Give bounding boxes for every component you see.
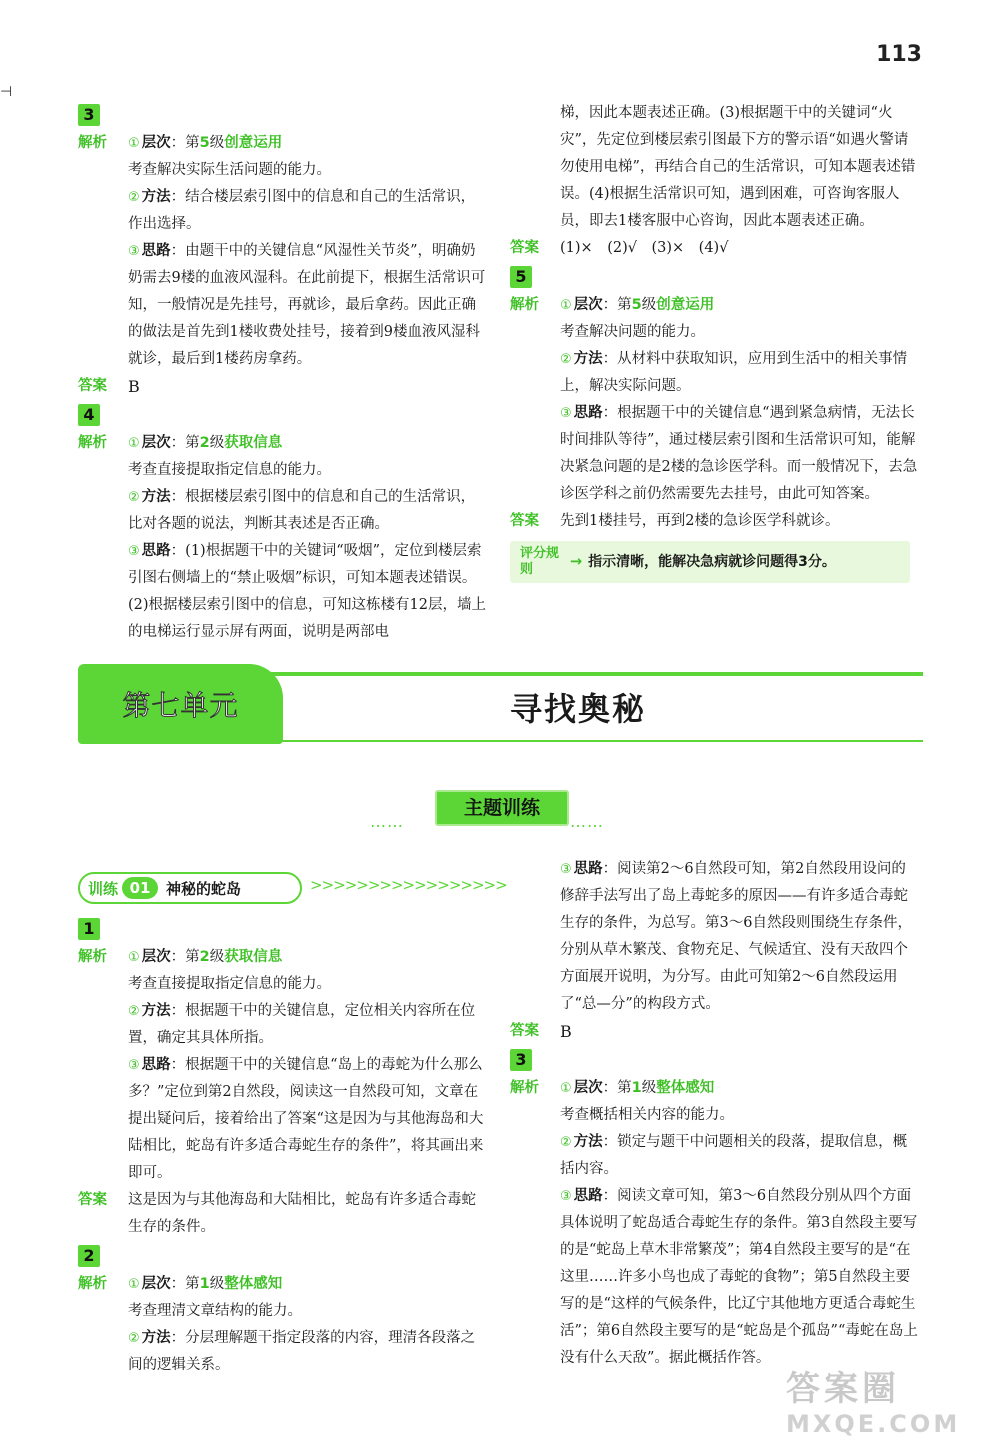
answer-block xyxy=(510,235,920,262)
method-text: ：根据题干中的关键信息，定位相关内容所在位置，确定其具体所指。 xyxy=(128,1003,476,1046)
skill-text: 考查理清文章结构的能力。 xyxy=(128,1303,302,1319)
level-label: 层次 xyxy=(141,135,171,151)
question-number-badge: 3 xyxy=(510,1049,532,1071)
scoring-rule-box xyxy=(510,541,910,583)
circle-three-icon: ③ xyxy=(560,862,572,877)
analysis-block: 解析 ① 层次：第1级整体感知 考查概括相关内容的能力。 ② 方法：锁定与题干中问题相关的段落，提取信息，概括内容。 ③ 思路：阅读文章可知，第3～6自然段分别从四个方面具体说明了蛇岛适合毒蛇生存的条件。第3自然段主要写的是“蛇岛上草木非常繁茂”；第4自然段主要写的是“在这里……许多小鸟也成了毒蛇的食物”；第5自然段主要写的是“这样的气候条件，比辽宁其他地方更适合毒蛇生活”；第6自然段主要写的是“蛇岛是个孤岛”“毒蛇在岛上没有什么天敌”。据此概括作答。 xyxy=(510,1075,920,1372)
idea-text: ：(1)根据题干中的关键词“吸烟”，定位到楼层索引图右侧墙上的“禁止吸烟”标识，可知本题表述错误。(2)根据楼层索引图中的信息，可知这栋楼有12层，墙上的电梯运行显示屏有两面，说明是两部电 xyxy=(128,543,486,640)
skill-text: 考查概括相关内容的能力。 xyxy=(560,1107,734,1123)
circle-one-icon: ① xyxy=(560,298,572,313)
watermark xyxy=(786,1361,976,1445)
answer-block xyxy=(510,508,920,535)
circle-two-icon: ② xyxy=(128,1004,140,1019)
answer-text: B xyxy=(560,1022,572,1041)
right-column-top xyxy=(510,100,920,583)
training-header xyxy=(78,870,507,904)
watermark-bottom-text: MXQE.COM xyxy=(786,1410,961,1438)
unit-title: 寻找奥秘 xyxy=(509,690,646,728)
circle-one-icon: ① xyxy=(128,950,140,965)
circle-three-icon: ③ xyxy=(560,406,572,421)
answer-block xyxy=(78,1187,488,1241)
analysis-tag: 解析 xyxy=(78,949,107,965)
watermark-top-text: 答案圈 xyxy=(786,1369,900,1409)
idea-text: ：根据题干中的关键信息“岛上的毒蛇为什么那么多？”定位到第2自然段，阅读这一自然段可知，文章在提出疑问后，接着给出了答案“这是因为与其他海岛和大陆相比，蛇岛有许多适合毒蛇生存的条件”，将其画出来即可。 xyxy=(128,1057,484,1181)
method-text: ：分层理解题干指定段落的内容，理清各段落之间的逻辑关系。 xyxy=(128,1330,476,1373)
answer-text: B xyxy=(128,377,140,396)
answer-tag: 答案 xyxy=(510,240,539,256)
unit-banner xyxy=(78,664,923,750)
answer-block xyxy=(510,1018,920,1045)
dots-left: …… xyxy=(370,812,404,831)
analysis-block: 解析 ① 层次：第5级创意运用 考查解决问题的能力。 ② 方法：从材料中获取知识，应用到生活中的相关事情上，解决实际问题。 ③ 思路：根据题干中的关键信息“遇到紧急病情，无法长时间排队等待”，通过楼层索引图和生活常识可知，能解决紧急问题的是2楼的急诊医学科。而一般情况下，去急诊医学科之前仍然需要先去挂号，由此可知答案。 xyxy=(510,292,920,508)
training-title: 神秘的蛇岛 xyxy=(166,879,242,898)
chevrons-decoration: >>>>>>>>>>>>>>>>> xyxy=(310,876,507,894)
circle-three-icon: ③ xyxy=(560,1189,572,1204)
method-text: ：根据楼层索引图中的信息和自己的生活常识，比对各题的说法，判断其表述是否正确。 xyxy=(128,489,476,532)
left-column-top xyxy=(78,100,488,646)
page-number: 113 xyxy=(876,42,922,67)
level-name: 获取信息 xyxy=(224,435,283,451)
unit-label: 第七单元 xyxy=(78,664,283,744)
answer-tag: 答案 xyxy=(78,1192,107,1208)
analysis-tag: 解析 xyxy=(78,435,107,451)
circle-three-icon: ③ xyxy=(128,1058,140,1073)
answer-text: (1)× (2)√ (3)× (4)√ xyxy=(560,240,729,256)
analysis-block: 解析 ① 层次：第1级整体感知 考查理清文章结构的能力。 ② 方法：分层理解题干指定段落的内容，理清各段落之间的逻辑关系。 xyxy=(78,1271,488,1379)
idea-text: ：根据题干中的关键信息“遇到紧急病情，无法长时间排队等待”，通过楼层索引图和生活常识可知，能解决紧急问题的是2楼的急诊医学科。而一般情况下，去急诊医学科之前仍然需要先去挂号，由此可知答案。 xyxy=(560,405,918,502)
method-text: ：锁定与题干中问题相关的段落，提取信息，概括内容。 xyxy=(560,1134,908,1177)
banner-line xyxy=(258,672,923,676)
dots-right: …… xyxy=(570,812,604,831)
circle-three-icon: ③ xyxy=(128,544,140,559)
idea-continued-text: 梯，因此本题表述正确。(3)根据题干中的关键词“火灾”，先定位到楼层索引图最下方的警示语“如遇火警请勿使用电梯”，再结合自己的生活常识，可知本题表述错误。(4)根据生活常识可知，遇到困难，可咨询客服人员，即去1楼客服中心咨询，因此本题表述正确。 xyxy=(560,105,916,229)
question-number-badge: 4 xyxy=(78,404,100,426)
circle-two-icon: ② xyxy=(560,352,572,367)
scoring-rule-tag: 评分规则 xyxy=(520,546,560,577)
idea-text: ：由题干中的关键信息“风湿性关节炎”，明确奶奶需去9楼的血液风湿科。在此前提下，根据生活常识可知，一般情况是先挂号，再就诊，最后拿药。因此正确的做法是首先到1楼收费处挂号，接着到9楼血液风湿科就诊，最后到1楼药房拿药。 xyxy=(128,243,486,367)
question-number-badge: 1 xyxy=(78,918,100,940)
training-number: 01 xyxy=(122,877,158,899)
circle-two-icon: ② xyxy=(128,190,140,205)
level-name: 获取信息 xyxy=(224,949,283,965)
level-name: 整体感知 xyxy=(656,1080,715,1096)
circle-one-icon: ① xyxy=(560,1081,572,1096)
analysis-block: 解析 ① 层次：第5级创意运用 考查解决实际生活问题的能力。 ② 方法：结合楼层索引图中的信息和自己的生活常识，作出选择。 ③ 思路：由题干中的关键信息“风湿性关节炎”，明确奶奶需去9楼的血液风湿科。在此前提下，根据生活常识可知，一般情况是先挂号，再就诊，最后拿药。因此正确的做法是首先到1楼收费处挂号，接着到9楼血液风湿科就诊，最后到1楼药房拿药。 xyxy=(78,130,488,373)
method-text: ：结合楼层索引图中的信息和自己的生活常识，作出选择。 xyxy=(128,189,476,232)
arrow-right-icon: → xyxy=(570,553,583,570)
analysis-block: 解析 ① 层次：第2级获取信息 考查直接提取指定信息的能力。 ② 方法：根据题干中的关键信息，定位相关内容所在位置，确定其具体所指。 ③ 思路：根据题干中的关键信息“岛上的毒蛇为什么那么多？”定位到第2自然段，阅读这一自然段可知，文章在提出疑问后，接着给出了答案“这是因为与其他海岛和大陆相比，蛇岛有许多适合毒蛇生存的条件”，将其画出来即可。 xyxy=(78,944,488,1187)
circle-two-icon: ② xyxy=(128,1331,140,1346)
scoring-rule-text: 指示清晰，能解决急病就诊问题得3分。 xyxy=(588,553,836,570)
analysis-tag: 解析 xyxy=(78,135,107,151)
left-column-bottom xyxy=(78,914,488,1379)
skill-text: 考查解决问题的能力。 xyxy=(560,324,705,340)
idea-text: ：阅读文章可知，第3～6自然段分别从四个方面具体说明了蛇岛适合毒蛇生存的条件。第3自然段主要写的是“蛇岛上草木非常繁茂”；第4自然段主要写的是“在这里……许多小鸟也成了毒蛇的食物”；第5自然段主要写的是“这样的气候条件，比辽宁其他地方更适合毒蛇生活”；第6自然段主要写的是“蛇岛是个孤岛”“毒蛇在岛上没有什么天敌”。据此概括作答。 xyxy=(560,1188,918,1366)
answer-tag: 答案 xyxy=(78,378,107,394)
question-number-badge: 5 xyxy=(510,266,532,288)
circle-one-icon: ① xyxy=(128,436,140,451)
training-pill xyxy=(78,872,302,904)
answer-tag: 答案 xyxy=(510,513,539,529)
theme-header xyxy=(370,786,630,831)
question-number-badge: 3 xyxy=(78,104,100,126)
level-name: 整体感知 xyxy=(224,1276,283,1292)
analysis-tag: 解析 xyxy=(510,297,539,313)
circle-one-icon: ① xyxy=(128,136,140,151)
skill-text: 考查直接提取指定信息的能力。 xyxy=(128,976,331,992)
method-text: ：从材料中获取知识，应用到生活中的相关事情上，解决实际问题。 xyxy=(560,351,908,394)
level-name: 创意运用 xyxy=(656,297,715,313)
banner-line xyxy=(273,740,923,742)
skill-text: 考查直接提取指定信息的能力。 xyxy=(128,462,331,478)
margin-mark: ⊣ xyxy=(0,84,13,100)
idea-text: ：阅读第2～6自然段可知，第2自然段用设问的修辞手法写出了岛上毒蛇多的原因——有许多适合毒蛇生存的条件，为总写。第3～6自然段则围绕生存条件，分别从草木繁茂、食物充足、气候适宜、没有天敌四个方面展开说明，为分写。由此可知第2～6自然段运用了“总—分”的构段方式。 xyxy=(560,861,912,1012)
circle-two-icon: ② xyxy=(128,490,140,505)
right-column-bottom: ③ 思路：阅读第2～6自然段可知，第2自然段用设问的修辞手法写出了岛上毒蛇多的原因——有许多适合毒蛇生存的条件，为总写。第3～6自然段则围绕生存条件，分别从草木繁茂、食物充足、气候适宜、没有天敌四个方面展开说明，为分写。由此可知第2～6自然段运用了“总—分”的构段方式。 答案 B 3 解析 ① 层次：第1级整体感知 考查概括相关内容的能力。 ② 方法：锁定与题干中问题相关的段落，提取信息，概括内容。 ③ 思路：阅读文章可知，第3～6自然段分别从四个方面具体说明了蛇岛适合毒蛇生存的条件。第3自然段主要写的是“蛇岛上草木非常繁茂”；第4自然段主要写的是“在这里……许多小鸟也成了毒蛇的食物”；第5自然段主要写的是“这样的气候条件，比辽宁其他地方更适合毒蛇生活”；第6自然段主要写的是“蛇岛是个孤岛”“毒蛇在岛上没有什么天敌”。据此概括作答。 xyxy=(510,856,920,1372)
answer-tag: 答案 xyxy=(510,1023,539,1039)
skill-text: 考查解决实际生活问题的能力。 xyxy=(128,162,331,178)
analysis-block: 解析 ① 层次：第2级获取信息 考查直接提取指定信息的能力。 ② 方法：根据楼层索引图中的信息和自己的生活常识，比对各题的说法，判断其表述是否正确。 ③ 思路：(1)根据题干中的关键词“吸烟”，定位到楼层索引图右侧墙上的“禁止吸烟”标识，可知本题表述错误。(2)根据楼层索引图中的信息，可知这栋楼有12层，墙上的电梯运行显示屏有两面，说明是两部电 xyxy=(78,430,488,646)
training-word: 训练 xyxy=(88,879,119,898)
circle-three-icon: ③ xyxy=(128,244,140,259)
answer-text: 先到1楼挂号，再到2楼的急诊医学科就诊。 xyxy=(560,513,840,529)
question-number-badge: 2 xyxy=(78,1245,100,1267)
theme-label: 主题训练 xyxy=(435,790,569,826)
analysis-tag: 解析 xyxy=(510,1080,539,1096)
answer-text: 这是因为与其他海岛和大陆相比，蛇岛有许多适合毒蛇生存的条件。 xyxy=(128,1192,476,1235)
circle-two-icon: ② xyxy=(560,1135,572,1150)
circle-one-icon: ① xyxy=(128,1277,140,1292)
level-name: 创意运用 xyxy=(224,135,283,151)
analysis-tag: 解析 xyxy=(78,1276,107,1292)
answer-block xyxy=(78,373,488,400)
